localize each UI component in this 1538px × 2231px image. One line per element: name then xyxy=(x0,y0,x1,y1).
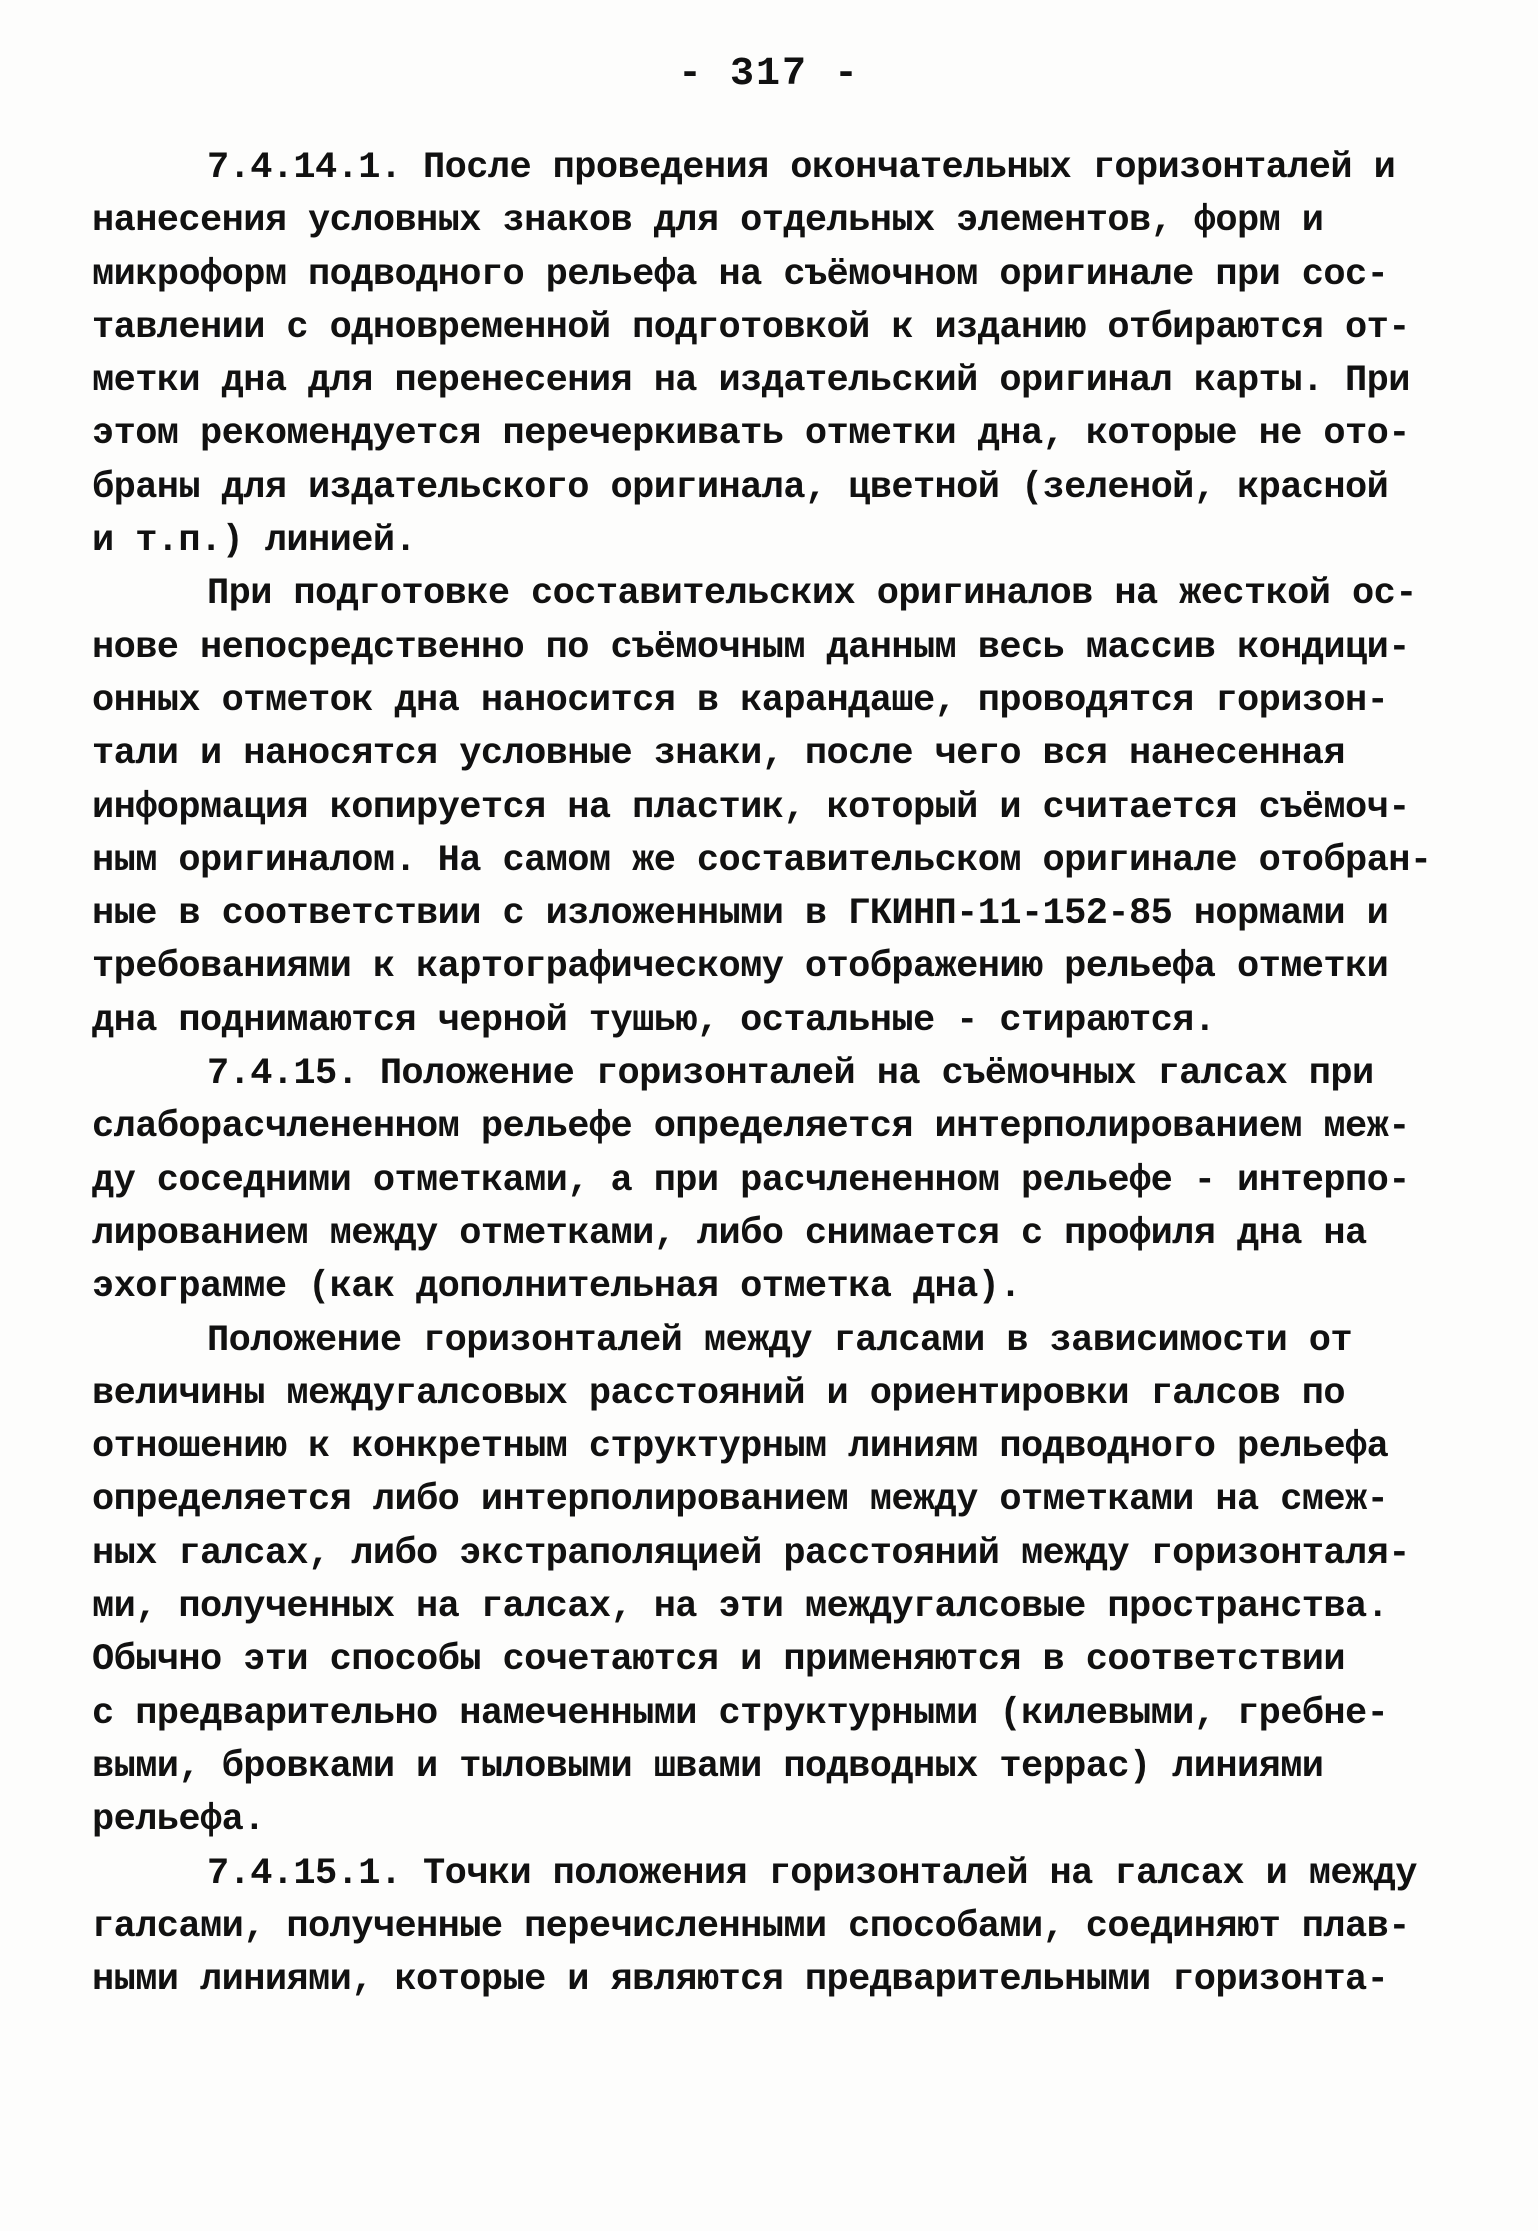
text-line: рельефа. xyxy=(92,1799,265,1842)
text-line: слаборасчлененном рельефе определяется интерполированием меж- xyxy=(92,1106,1410,1149)
text-line: браны для издательского оригинала, цветной (зеленой, красной xyxy=(92,466,1389,509)
text-line: галсами, полученные перечисленными способами, соединяют плав- xyxy=(92,1905,1410,1948)
text-line: нове непосредственно по съёмочным данным весь массив кондици- xyxy=(92,626,1410,669)
text-line: дна поднимаются черной тушью, остальные - стираются. xyxy=(92,999,1216,1042)
text-line: выми, бровками и тыловыми швами подводных террас) линиями xyxy=(92,1745,1324,1788)
text-line: величины междугалсовых расстояний и ориентировки галсов по xyxy=(92,1372,1346,1415)
text-line: Обычно эти способы сочетаются и применяются в соответствии xyxy=(92,1639,1346,1682)
text-line: лированием между отметками, либо снимается с профиля дна на xyxy=(92,1212,1367,1255)
text-line: тавлении с одновременной подготовкой к изданию отбираются от- xyxy=(92,306,1410,349)
text-line: ными линиями, которые и являются предварительными горизонта- xyxy=(92,1959,1389,2002)
text-line: эхограмме (как дополнительная отметка дна). xyxy=(92,1266,1021,1309)
page-number: - 317 - xyxy=(677,52,861,97)
text-line: ду соседними отметками, а при расчлененном рельефе - интерпо- xyxy=(92,1159,1410,1202)
text-line: нанесения условных знаков для отдельных элементов, форм и xyxy=(92,200,1324,243)
text-line: тали и наносятся условные знаки, после чего вся нанесенная xyxy=(92,733,1346,776)
paragraph-first-line: При подготовке составительских оригиналов на жесткой ос- xyxy=(207,573,1417,616)
paragraph-first-line: Положение горизонталей между галсами в зависимости от xyxy=(207,1319,1352,1362)
text-line: с предварительно намеченными структурными (килевыми, гребне- xyxy=(92,1692,1389,1735)
text-line: этом рекомендуется перечеркивать отметки дна, которые не ото- xyxy=(92,413,1410,456)
text-line: ным оригиналом. На самом же составительском оригинале отобран- xyxy=(92,839,1432,882)
text-line: информация копируется на пластик, который и считается съёмоч- xyxy=(92,786,1410,829)
body-text xyxy=(92,142,1432,2007)
text-line: ные в соответствии с изложенными в ГКИНП-11-152-85 нормами и xyxy=(92,893,1389,936)
text-line: онных отметок дна наносится в карандаше, проводятся горизон- xyxy=(92,679,1389,722)
text-line: ных галсах, либо экстраполяцией расстояний между горизонталя- xyxy=(92,1532,1410,1575)
text-line: требованиями к картографическому отображению рельефа отметки xyxy=(92,946,1389,989)
paragraph-first-line: 7.4.15. Положение горизонталей на съёмочных галсах при xyxy=(207,1053,1374,1096)
paragraph-first-line: 7.4.15.1. Точки положения горизонталей на галсах и между xyxy=(207,1852,1417,1895)
text-line: ми, полученных на галсах, на эти междугалсовые пространства. xyxy=(92,1586,1389,1629)
text-line: отношению к конкретным структурным линиям подводного рельефа xyxy=(92,1426,1389,1469)
text-line: метки дна для перенесения на издательский оригинал карты. При xyxy=(92,360,1410,403)
text-line: микроформ подводного рельефа на съёмочном оригинале при сос- xyxy=(92,253,1389,296)
text-line: определяется либо интерполированием между отметками на смеж- xyxy=(92,1479,1389,1522)
text-line: и т.п.) линией. xyxy=(92,520,417,563)
paragraph-first-line: 7.4.14.1. После проведения окончательных горизонталей и xyxy=(207,147,1396,189)
